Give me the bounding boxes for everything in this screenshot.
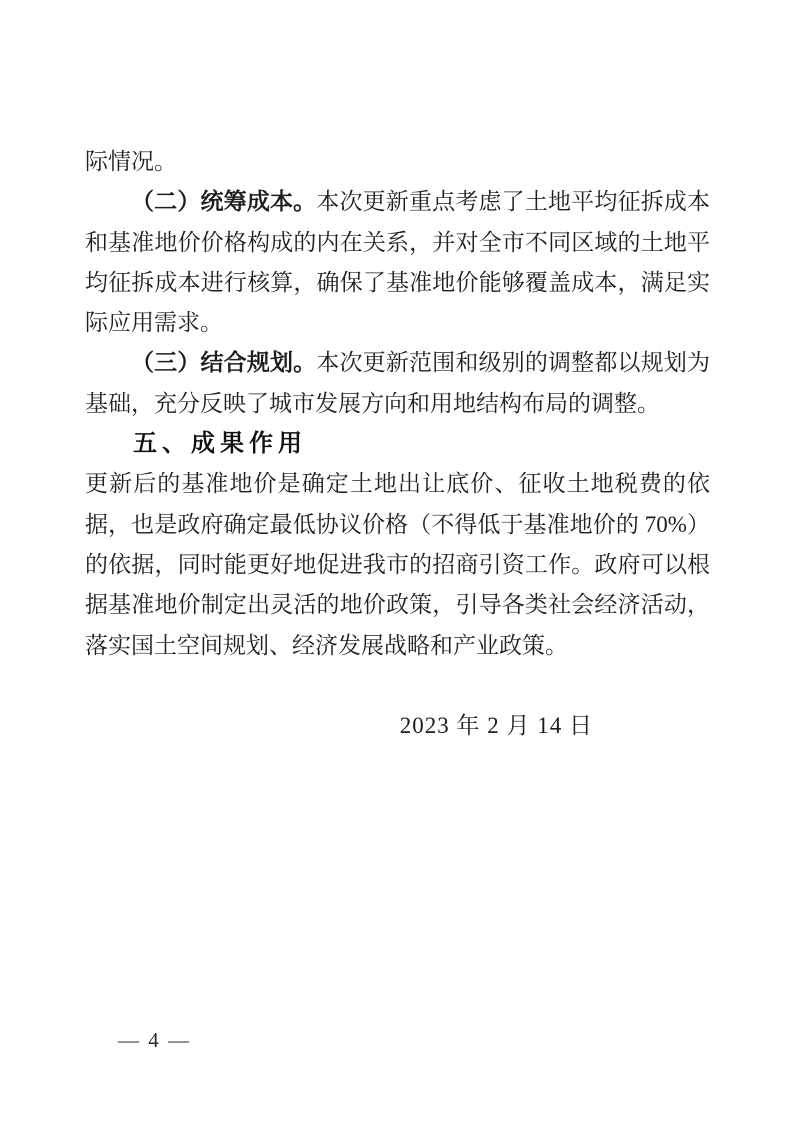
paragraph-overall-cost: [85, 182, 710, 343]
paragraph-text: 本次更新范围和级别的调整都以规划为基础，充分反映了城市发展方向和用地结构布局的调整。: [85, 350, 711, 416]
paragraph-text: 本次更新重点考虑了土地平均征拆成本和基准地价价格构成的内在关系，并对全市不同区域的土地平均征拆成本进行核算，确保了基准地价能够覆盖成本，满足实际应用需求。: [85, 189, 711, 336]
paragraph-combine-planning: [85, 343, 710, 424]
paragraph-continuation: 际情况。: [85, 149, 177, 174]
paragraph-lead-bold: （二）统筹成本。: [131, 189, 317, 215]
document-date: 2023 年 2 月 14 日: [399, 713, 593, 739]
section-heading: 五、成果作用: [133, 430, 307, 458]
document-body: [85, 142, 710, 746]
paragraph-result-usage: 更新后的基准地价是确定土地出让底价、征收土地税费的依据，也是政府确定最低协议价格（不得低于基准地价的 70%）的依据，同时能更好地促进我市的招商引资工作。政府可以根据基准地价制定出灵活的地价政策，引导各类社会经济活动，落实国土空间规划、经济发展战略和产业政策。: [85, 471, 710, 658]
paragraph-lead-bold: （三）结合规划。: [131, 350, 317, 376]
page-number: — 4 —: [118, 1028, 191, 1052]
